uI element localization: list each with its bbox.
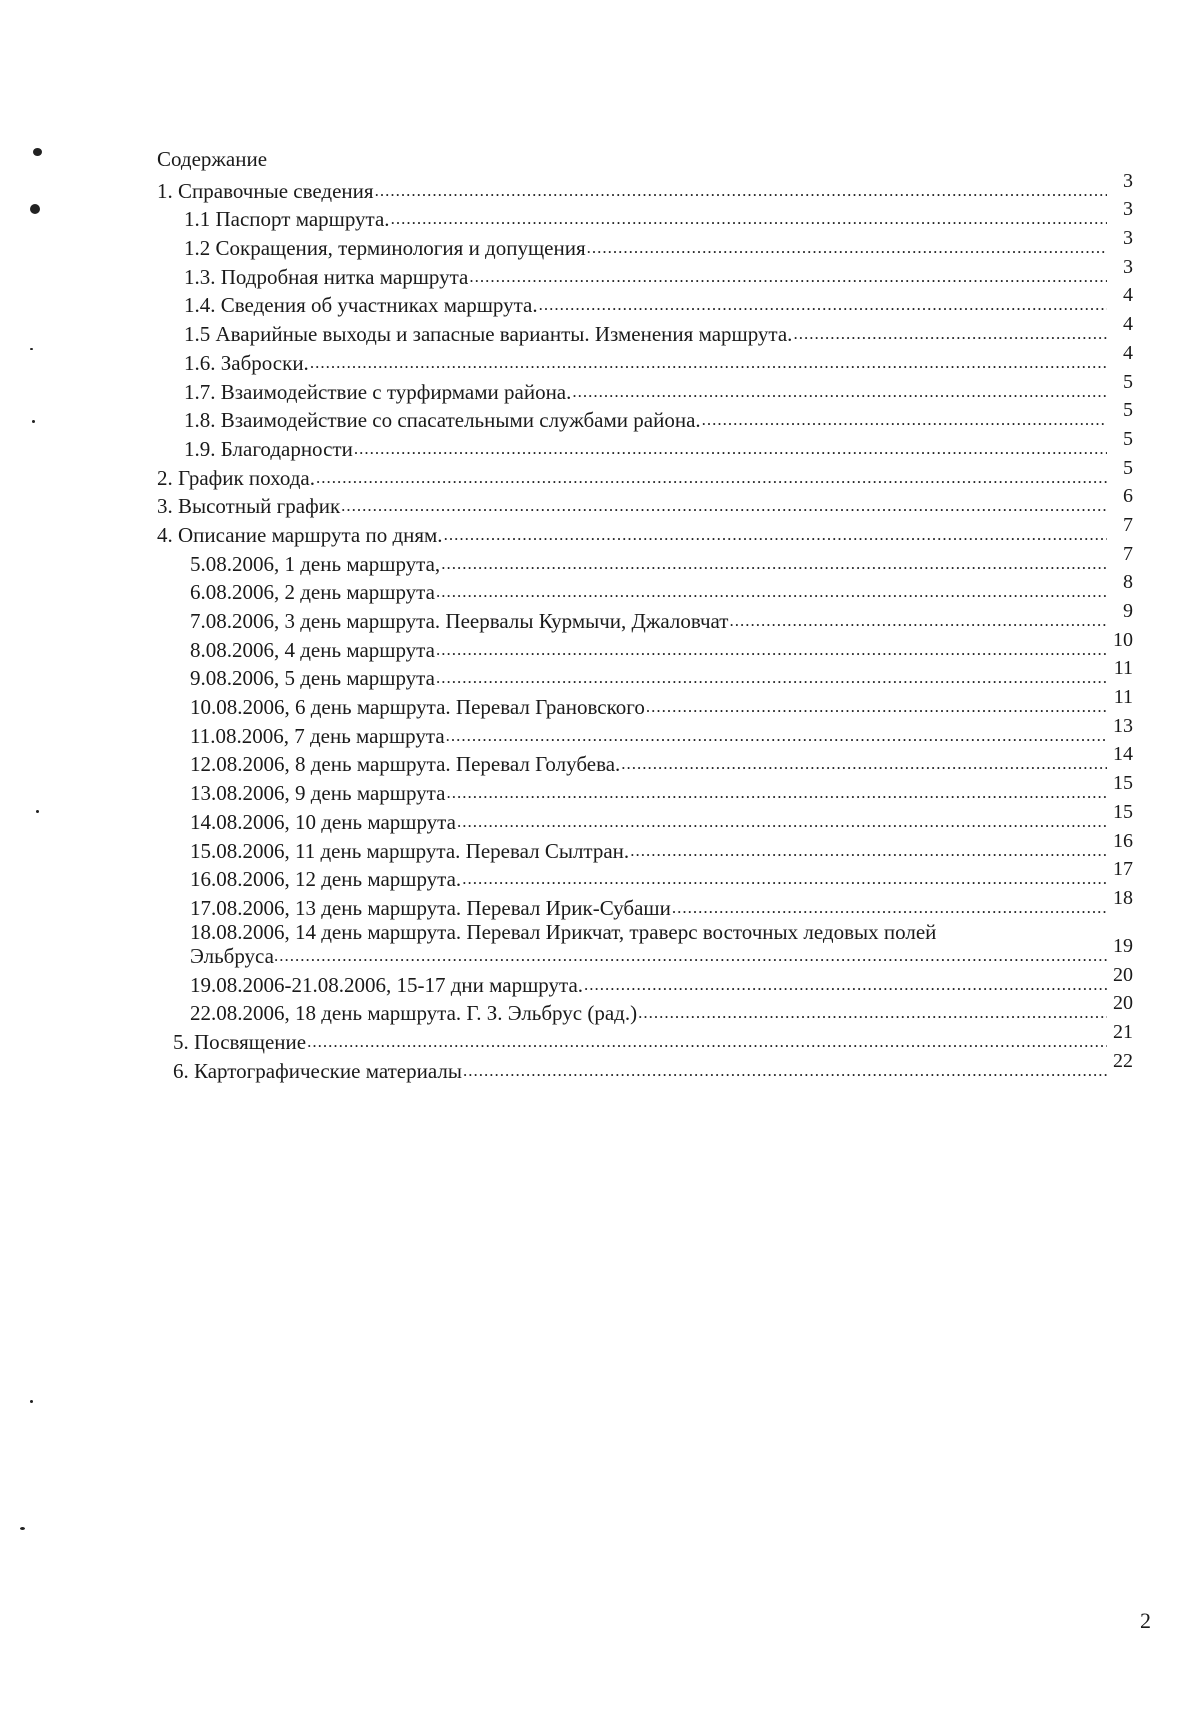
dot-leader — [436, 638, 1107, 662]
dot-leader — [463, 1059, 1107, 1083]
toc-entry-page: 5 — [1123, 399, 1133, 422]
page-number: 2 — [1140, 1608, 1151, 1633]
toc-entry[interactable] — [157, 714, 1133, 748]
toc-entry[interactable] — [157, 313, 1133, 347]
dot-leader — [539, 293, 1107, 317]
toc-entry[interactable] — [157, 963, 1133, 997]
toc-entry-label: 5. Посвящение — [173, 1029, 307, 1054]
toc-entry[interactable] — [157, 427, 1133, 461]
toc-entry-label-line2: Эльбруса — [190, 943, 274, 968]
toc-entry-label: 1.6. Заброски. — [184, 350, 309, 375]
toc-entry-label: 1.8. Взаимодействие со спасательными службами района. — [184, 408, 701, 433]
toc-entry-label: 16.08.2006, 12 день маршрута. — [190, 867, 462, 892]
toc-entry-label: 2. График похода. — [157, 465, 316, 490]
dot-leader — [307, 1030, 1107, 1054]
dot-leader — [621, 752, 1107, 776]
toc-entry[interactable] — [157, 571, 1133, 605]
toc-entry-label: 9.08.2006, 5 день маршрута — [190, 666, 435, 691]
toc-entry[interactable] — [157, 227, 1133, 261]
toc-entry-page: 4 — [1123, 313, 1133, 336]
dot-leader — [436, 580, 1107, 604]
dot-leader — [436, 666, 1107, 690]
toc-entry-page: 16 — [1113, 829, 1133, 852]
toc-entry-page: 20 — [1113, 992, 1133, 1015]
scan-speck — [33, 148, 42, 156]
toc-entry[interactable] — [157, 1020, 1133, 1054]
toc-entry[interactable] — [157, 284, 1133, 318]
toc-entry-page: 5 — [1123, 370, 1133, 393]
toc-entry-page: 3 — [1123, 255, 1133, 278]
toc-entry[interactable] — [157, 542, 1133, 576]
toc-entry-page: 11 — [1113, 686, 1133, 709]
scan-speck — [30, 204, 40, 214]
toc-entry[interactable] — [157, 992, 1133, 1026]
toc-entry[interactable] — [157, 657, 1133, 691]
toc-entry[interactable] — [157, 829, 1133, 863]
toc-entry-label: 19.08.2006-21.08.2006, 15-17 дни маршрута. — [190, 972, 584, 997]
toc-entry-page: 7 — [1123, 513, 1133, 536]
dot-leader — [316, 466, 1107, 490]
toc-entry-label: 1.9. Благодарности — [184, 436, 353, 461]
scan-speck — [30, 348, 33, 350]
dot-leader — [793, 322, 1107, 346]
toc-entry[interactable] — [157, 886, 1133, 920]
toc-entry-continuation — [157, 934, 1133, 968]
toc-entry-label: 15.08.2006, 11 день маршрута. Перевал Сылтран. — [190, 838, 630, 863]
toc-entry[interactable] — [157, 858, 1133, 892]
scan-speck — [20, 1527, 25, 1530]
toc-entry-label: 1. Справочные сведения — [157, 178, 374, 203]
dot-leader — [572, 380, 1107, 404]
toc-entry-label: 22.08.2006, 18 день маршрута. Г. З. Эльбрус (рад.) — [190, 1001, 638, 1026]
toc-entry-page: 8 — [1123, 571, 1133, 594]
toc-entry[interactable] — [157, 370, 1133, 404]
toc-entry-label: 8.08.2006, 4 день маршрута — [190, 637, 435, 662]
toc-entry[interactable] — [157, 800, 1133, 834]
dot-leader — [469, 265, 1107, 289]
toc-entry[interactable] — [157, 198, 1133, 232]
dot-leader — [672, 896, 1107, 920]
toc-entry-page: 5 — [1123, 456, 1133, 479]
toc-entry-label: 6. Картографические материалы — [173, 1058, 462, 1083]
dot-leader — [391, 207, 1107, 231]
toc-entry-label: 12.08.2006, 8 день маршрута. Перевал Голубева. — [190, 752, 621, 777]
toc-entry-page: 15 — [1113, 800, 1133, 823]
toc-entry-page: 22 — [1113, 1049, 1133, 1072]
toc-entry[interactable] — [157, 743, 1133, 777]
toc-entry-page: 17 — [1113, 858, 1133, 881]
toc-entry-label: 1.1 Паспорт маршрута. — [184, 207, 390, 232]
toc-entry-label: 1.2 Сокращения, терминология и допущения — [184, 236, 586, 261]
toc-entry[interactable] — [157, 600, 1133, 633]
table-of-contents — [157, 169, 1133, 1083]
toc-entry[interactable] — [157, 920, 1133, 968]
dot-leader — [630, 839, 1107, 863]
toc-entry[interactable] — [157, 1049, 1133, 1083]
dot-leader — [587, 236, 1107, 260]
dot-leader — [446, 781, 1107, 805]
toc-entry[interactable] — [157, 628, 1133, 662]
toc-entry-label: 11.08.2006, 7 день маршрута — [190, 723, 445, 748]
toc-entry-label: 7.08.2006, 3 день маршрута. Пеервалы Курмычи, Джаловчат — [190, 609, 729, 633]
dot-leader — [375, 179, 1107, 203]
dot-leader — [702, 408, 1107, 432]
toc-entry-page: 7 — [1123, 542, 1133, 565]
toc-entry-label: 18.08.2006, 14 день маршрута. Перевал Ирикчат, траверс восточных ледовых полей — [190, 919, 937, 944]
dot-leader — [729, 609, 1107, 633]
toc-entry[interactable] — [157, 169, 1133, 203]
toc-entry-page: 18 — [1113, 886, 1133, 909]
toc-heading: Содержание — [157, 147, 268, 171]
toc-entry-page: 19 — [1113, 934, 1133, 957]
scan-speck — [30, 1400, 33, 1403]
toc-entry-label: 1.3. Подробная нитка маршрута — [184, 264, 469, 289]
dot-leader — [441, 552, 1107, 576]
toc-entry-label: 17.08.2006, 13 день маршрута. Перевал Ирик-Субаши — [190, 895, 671, 920]
toc-entry-label: 3. Высотный график — [157, 494, 341, 519]
dot-leader — [446, 724, 1107, 748]
toc-entry-page: 14 — [1113, 743, 1133, 766]
toc-entry-page: 3 — [1123, 227, 1133, 250]
toc-entry-label: 4. Описание маршрута по дням. — [157, 522, 443, 547]
toc-entry-label: 14.08.2006, 10 день маршрута — [190, 809, 456, 834]
toc-entry[interactable] — [157, 255, 1133, 289]
dot-leader — [310, 351, 1107, 375]
toc-entry-label: 1.7. Взаимодействие с турфирмами района. — [184, 379, 572, 404]
toc-entry[interactable] — [157, 772, 1133, 806]
scan-speck — [36, 810, 39, 813]
toc-entry-page: 21 — [1113, 1020, 1133, 1043]
toc-entry-page: 20 — [1113, 963, 1133, 986]
toc-entry-page: 4 — [1123, 284, 1133, 307]
toc-entry-label: 6.08.2006, 2 день маршрута — [190, 580, 435, 605]
dot-leader — [457, 810, 1107, 834]
toc-entry[interactable] — [157, 399, 1133, 433]
toc-entry[interactable] — [157, 485, 1133, 519]
toc-entry[interactable] — [157, 341, 1133, 375]
toc-entry-page: 15 — [1113, 772, 1133, 795]
toc-entry-page: 3 — [1123, 169, 1133, 192]
toc-entry-page: 3 — [1123, 198, 1133, 221]
toc-entry-label: 1.5 Аварийные выходы и запасные варианты. Изменения маршрута. — [184, 322, 793, 347]
dot-leader — [462, 867, 1107, 891]
toc-entry-page: 4 — [1123, 341, 1133, 364]
dot-leader — [341, 494, 1107, 518]
toc-entry-page: 13 — [1113, 714, 1133, 737]
toc-entry-label: 10.08.2006, 6 день маршрута. Перевал Грановского — [190, 695, 645, 720]
toc-entry-label: 1.4. Сведения об участниках маршрута. — [184, 293, 538, 318]
toc-entry-label: 5.08.2006, 1 день маршрута, — [190, 551, 441, 576]
dot-leader — [638, 1001, 1107, 1025]
dot-leader — [354, 437, 1107, 461]
toc-entry-page: 11 — [1113, 657, 1133, 680]
scan-speck — [32, 420, 35, 423]
dot-leader — [584, 973, 1107, 997]
toc-entry-page: 10 — [1113, 628, 1133, 651]
toc-entry[interactable] — [157, 686, 1133, 720]
toc-entry-page: 6 — [1123, 485, 1133, 508]
dot-leader — [646, 695, 1107, 719]
dot-leader — [274, 944, 1107, 968]
toc-entry-page: 9 — [1123, 600, 1133, 622]
toc-entry[interactable] — [157, 513, 1133, 547]
toc-entry-label: 13.08.2006, 9 день маршрута — [190, 781, 446, 806]
toc-entry[interactable] — [157, 456, 1133, 490]
toc-entry-page: 5 — [1123, 427, 1133, 450]
dot-leader — [444, 523, 1107, 547]
